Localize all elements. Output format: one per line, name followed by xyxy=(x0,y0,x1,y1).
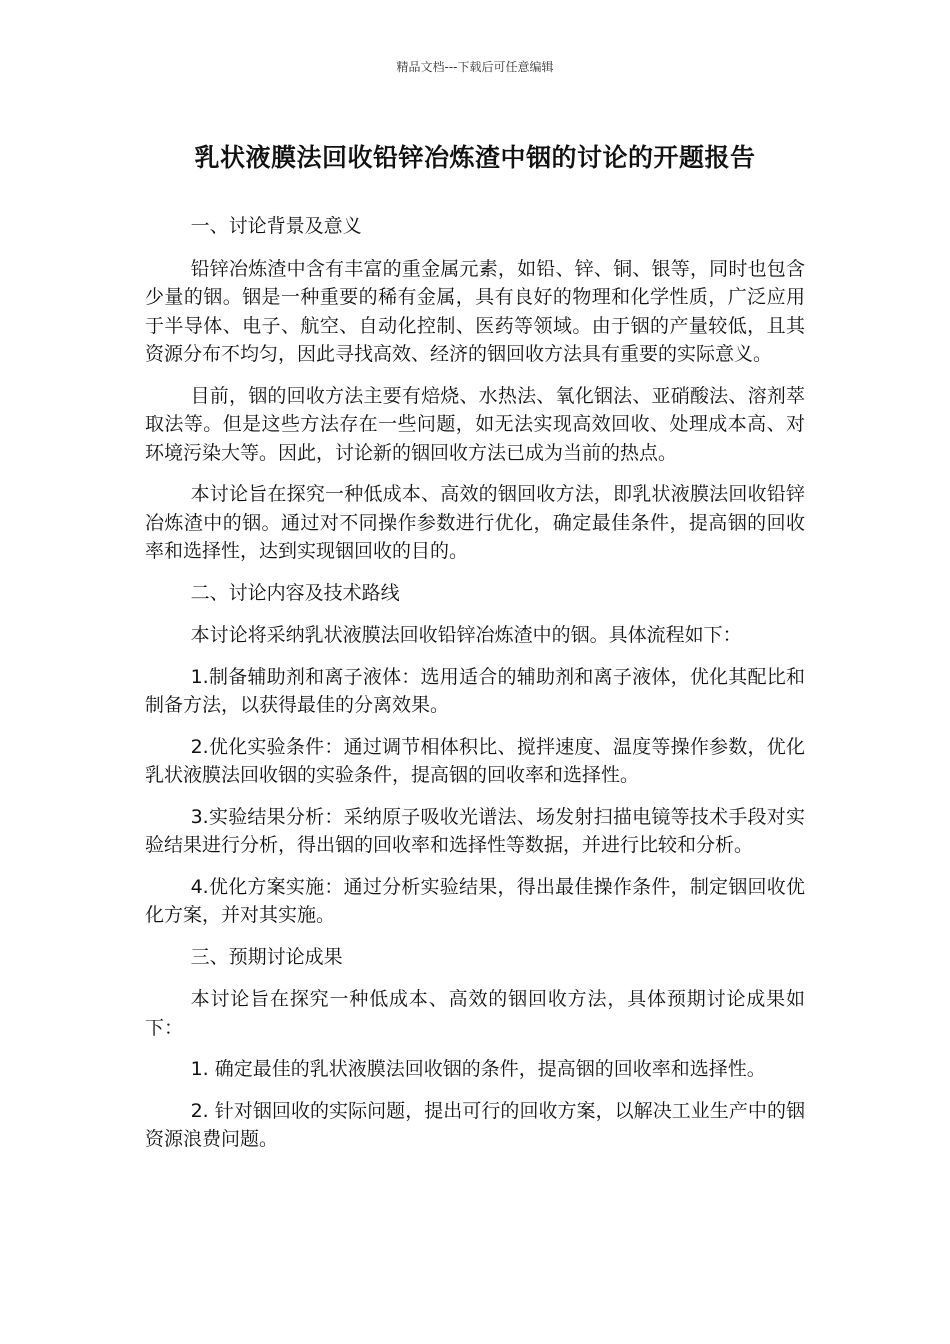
list-item: 4.优化方案实施：通过分析实验结果，得出最佳操作条件，制定铟回收优化方案，并对其实施。 xyxy=(145,875,805,926)
list-item: 1.制备辅助剂和离子液体：选用适合的辅助剂和离子液体，优化其配比和制备方法，以获得最佳的分离效果。 xyxy=(145,665,805,716)
page-title: 乳状液膜法回收铅锌冶炼渣中铟的讨论的开题报告 xyxy=(194,143,756,172)
section-heading-background: 一、讨论背景及意义 xyxy=(190,215,362,237)
list-item: 2. 针对铟回收的实际问题，提出可行的回收方案，以解决工业生产中的铟资源浪费问题。 xyxy=(145,1099,805,1150)
paragraph: 本讨论将采纳乳状液膜法回收铅锌冶炼渣中的铟。具体流程如下： xyxy=(190,624,742,646)
list-item: 2.优化实验条件：通过调节相体积比、搅拌速度、温度等操作参数，优化乳状液膜法回收铟的实验条件，提高铟的回收率和选择性。 xyxy=(145,735,805,786)
header-note: 精品文档---下载后可任意编辑 xyxy=(396,60,554,74)
section-heading-results: 三、预期讨论成果 xyxy=(190,945,343,968)
paragraph: 本讨论旨在探究一种低成本、高效的铟回收方法，即乳状液膜法回收铅锌冶炼渣中的铟。通过对不同操作参数进行优化，确定最佳条件，提高铟的回收率和选择性，达到实现铟回收的目的。 xyxy=(145,483,805,562)
list-item: 3.实验结果分析：采纳原子吸收光谱法、场发射扫描电镜等技术手段对实验结果进行分析，得出铟的回收率和选择性等数据，并进行比较和分析。 xyxy=(145,805,805,856)
list-item: 1. 确定最佳的乳状液膜法回收铟的条件，提高铟的回收率和选择性。 xyxy=(190,1058,766,1080)
section-heading-content: 二、讨论内容及技术路线 xyxy=(190,581,400,604)
document-body xyxy=(145,212,805,1167)
paragraph: 目前，铟的回收方法主要有焙烧、水热法、氧化铟法、亚硝酸法、溶剂萃取法等。但是这些方法存在一些问题，如无法实现高效回收、处理成本高、对环境污染大等。因此，讨论新的铟回收方法已成为当前的热点。 xyxy=(145,384,805,464)
paragraph: 本讨论旨在探究一种低成本、高效的铟回收方法，具体预期讨论成果如下： xyxy=(145,988,805,1039)
paragraph: 铅锌冶炼渣中含有丰富的重金属元素，如铅、锌、铜、银等，同时也包含少量的铟。铟是一种重要的稀有金属，具有良好的物理和化学性质，广泛应用于半导体、电子、航空、自动化控制、医药等领域。由于铟的产量较低，且其资源分布不均匀，因此寻找高效、经济的铟回收方法具有重要的实际意义。 xyxy=(145,257,805,365)
